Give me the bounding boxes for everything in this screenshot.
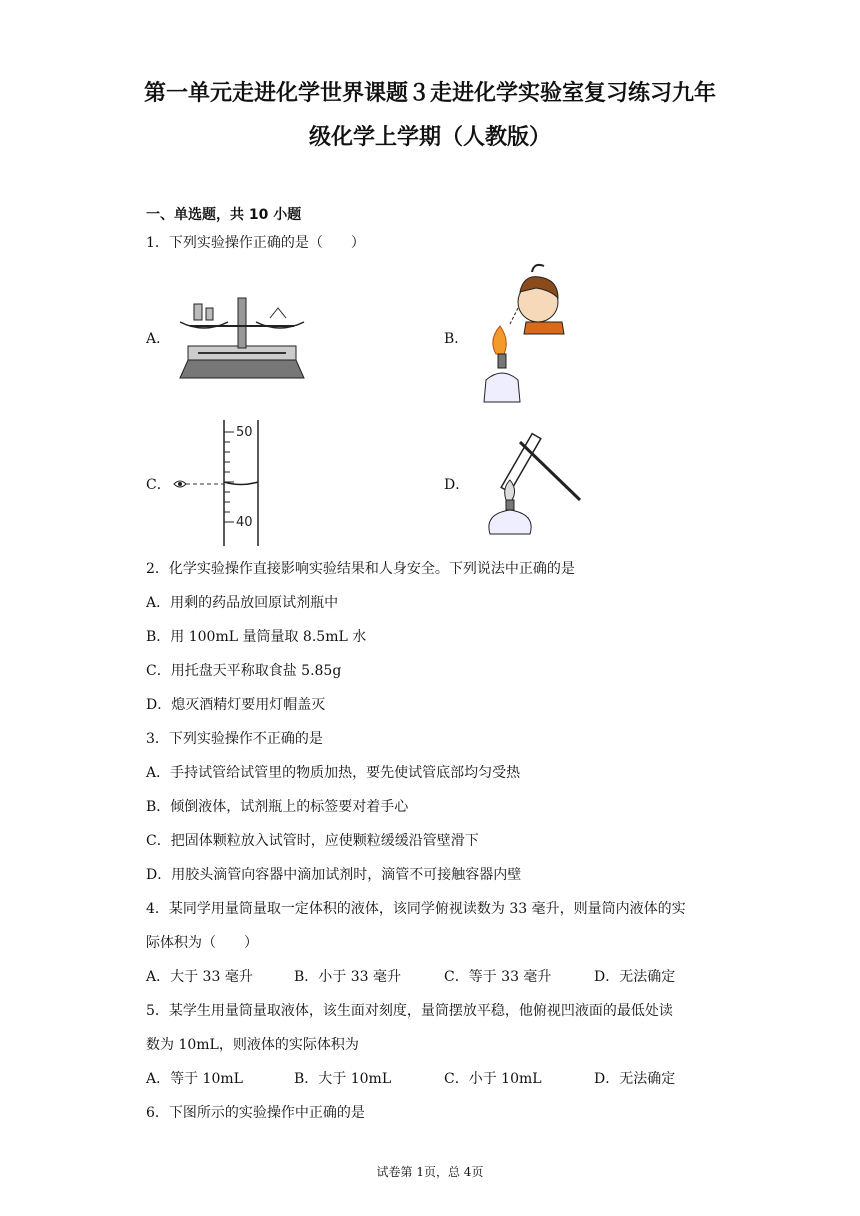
q1-option-b-label: B． [444, 331, 469, 347]
q5-option-b: B．大于 10mL [294, 1071, 392, 1087]
blowing-lamp-figure [474, 262, 574, 412]
q3-option-d: D．用胶头滴管向容器中滴加试剂时，滴管不可接触容器内壁 [146, 867, 522, 883]
q4-option-c: C．等于 33 毫升 [444, 969, 552, 985]
q2-option-b: B．用 100mL 量筒量取 8.5mL 水 [146, 629, 367, 645]
q1-option-d-label: D． [444, 477, 470, 493]
q2-option-d: D．熄灭酒精灯要用灯帽盖灭 [146, 697, 326, 713]
question-1-stem: 1．下列实验操作正确的是（ ） [146, 235, 365, 251]
q5-option-a: A．等于 10mL [146, 1071, 243, 1087]
q3-option-a: A．手持试管给试管里的物质加热，要先使试管底部均匀受热 [146, 765, 521, 781]
page-footer: 试卷第 1页，总 4页 [376, 1165, 484, 1179]
q1-option-a-label: A． [146, 331, 171, 347]
balance-figure [174, 290, 310, 380]
question-6-stem: 6．下图所示的实验操作中正确的是 [146, 1105, 365, 1121]
q5-option-c: C．小于 10mL [444, 1071, 542, 1087]
q2-option-c: C．用托盘天平称取食盐 5.85g [146, 663, 342, 679]
cylinder-mark-50: 50 [236, 425, 253, 440]
q4-option-a: A．大于 33 毫升 [146, 969, 253, 985]
cylinder-mark-40: 40 [236, 515, 253, 530]
question-5-stem-line-1: 5．某学生用量筒量取液体，该生面对刻度，量筒摆放平稳，他俯视凹液面的最低处读 [146, 1003, 673, 1019]
q1-option-c-label: C． [146, 477, 171, 493]
question-2-stem: 2．化学实验操作直接影响实验结果和人身安全。下列说法中正确的是 [146, 561, 575, 577]
heating-tube-figure [470, 428, 590, 538]
section-heading: 一、单选题，共 10 小题 [146, 207, 302, 223]
cylinder-reading-figure [172, 418, 272, 546]
q3-option-c: C．把固体颗粒放入试管时，应使颗粒缓缓沿管壁滑下 [146, 833, 479, 849]
q4-option-b: B．小于 33 毫升 [294, 969, 402, 985]
q2-option-a: A．用剩的药品放回原试剂瓶中 [146, 595, 339, 611]
question-5-stem-line-2: 数为 10mL，则液体的实际体积为 [146, 1037, 359, 1053]
q3-option-b: B．倾倒液体，试剂瓶上的标签要对着手心 [146, 799, 409, 815]
page-title-line-1: 第一单元走进化学世界课题３走进化学实验室复习练习九年 [143, 81, 716, 106]
q4-option-d: D．无法确定 [594, 969, 676, 985]
question-4-stem-line-1: 4．某同学用量筒量取一定体积的液体，该同学俯视读数为 33 毫升，则量筒内液体的实 [146, 901, 686, 917]
q5-option-d: D．无法确定 [594, 1071, 676, 1087]
question-3-stem: 3．下列实验操作不正确的是 [146, 731, 323, 747]
page-title-line-2: 级化学上学期（人教版） [308, 125, 551, 150]
question-4-stem-line-2: 际体积为（ ） [146, 935, 258, 951]
